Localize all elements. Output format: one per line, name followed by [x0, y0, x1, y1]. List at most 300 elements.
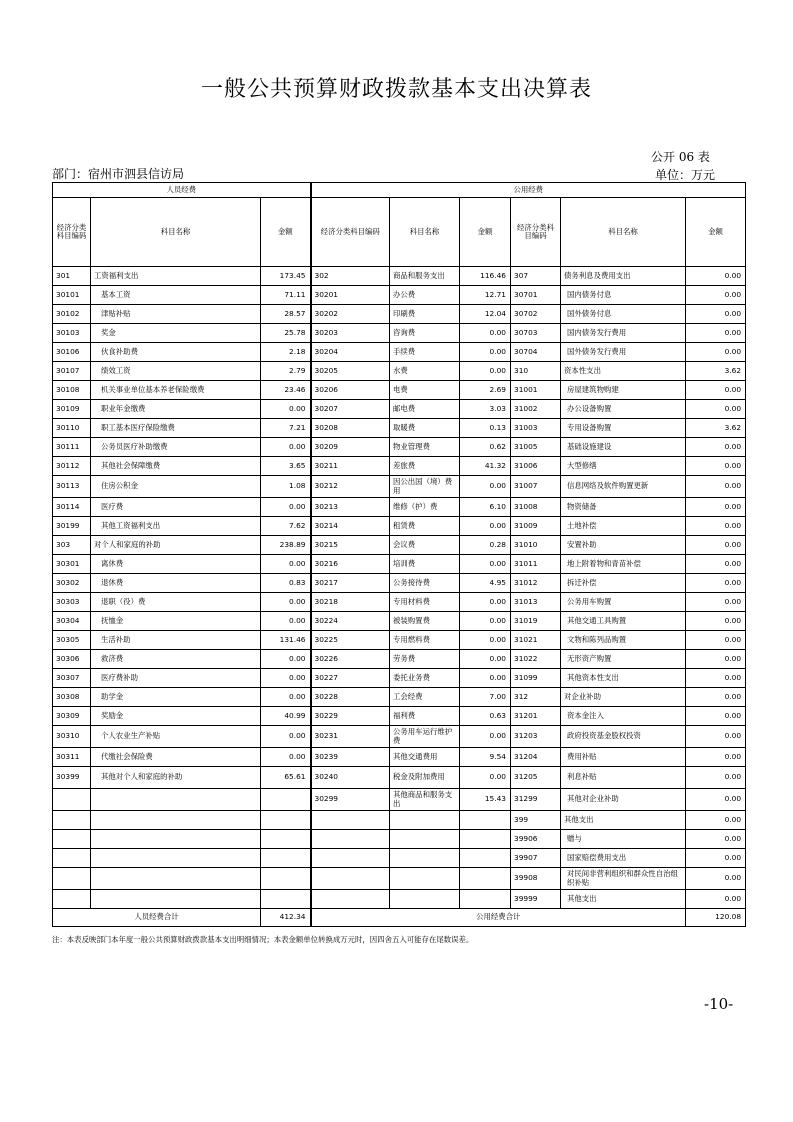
table-row	[53, 517, 746, 536]
public-code-cell: 302	[311, 267, 390, 286]
table-row	[53, 419, 746, 438]
public-amount-cell: 0.00	[460, 517, 511, 536]
public-code-cell: 30299	[311, 789, 390, 811]
public-name-cell: 差旅费	[390, 457, 460, 476]
personnel-amount-cell	[261, 890, 311, 909]
public-code-cell	[311, 890, 390, 909]
public-name-cell: 邮电费	[390, 400, 460, 419]
public-code-cell-c: 31008	[511, 498, 561, 517]
personnel-total-label: 人员经费合计	[53, 909, 261, 927]
form-number: 公开 06 表	[651, 150, 710, 164]
public-code-cell	[311, 849, 390, 868]
personnel-amount-cell: 0.00	[261, 400, 311, 419]
public-amount-cell	[460, 849, 511, 868]
personnel-amount-cell: 0.00	[261, 438, 311, 457]
public-code-cell-c: 31013	[511, 593, 561, 612]
public-amount-cell: 0.28	[460, 536, 511, 555]
col-header-code: 经济分类科目编码	[53, 198, 91, 267]
totals-row	[53, 909, 746, 927]
table-row	[53, 830, 746, 849]
table-row	[53, 498, 746, 517]
public-code-cell: 30209	[311, 438, 390, 457]
col-header-amount: 金额	[261, 198, 311, 267]
personnel-name-cell: 医疗费补助	[91, 669, 261, 688]
public-code-cell-c: 31011	[511, 555, 561, 574]
personnel-amount-cell: 28.57	[261, 305, 311, 324]
public-name-cell: 委托业务费	[390, 669, 460, 688]
personnel-name-cell: 公务员医疗补助缴费	[91, 438, 261, 457]
personnel-name-cell: 工资福利支出	[91, 267, 261, 286]
personnel-amount-cell: 7.21	[261, 419, 311, 438]
public-code-cell-c: 399	[511, 811, 561, 830]
public-name-cell	[390, 868, 460, 890]
personnel-code-cell: 30114	[53, 498, 91, 517]
col-header-name-c: 科目名称	[561, 198, 686, 267]
public-code-cell-c: 30701	[511, 286, 561, 305]
personnel-amount-cell: 0.00	[261, 748, 311, 767]
public-code-cell: 30215	[311, 536, 390, 555]
public-code-cell-c: 31204	[511, 748, 561, 767]
public-amount-cell-c: 0.00	[686, 726, 746, 748]
page-title: 一般公共预算财政拨款基本支出决算表	[200, 77, 592, 102]
public-code-cell-c: 30703	[511, 324, 561, 343]
public-code-cell-c: 310	[511, 362, 561, 381]
public-code-cell: 30228	[311, 688, 390, 707]
table-row	[53, 669, 746, 688]
personnel-amount-cell: 65.61	[261, 767, 311, 789]
public-name-cell: 专用材料费	[390, 593, 460, 612]
personnel-amount-cell: 0.00	[261, 555, 311, 574]
public-amount-cell-c: 3.62	[686, 362, 746, 381]
personnel-name-cell: 代缴社会保险费	[91, 748, 261, 767]
public-amount-cell-c: 0.00	[686, 267, 746, 286]
public-name-cell: 办公费	[390, 286, 460, 305]
personnel-name-cell: 津贴补贴	[91, 305, 261, 324]
public-code-cell-c: 31012	[511, 574, 561, 593]
public-name-cell	[390, 849, 460, 868]
personnel-code-cell: 30111	[53, 438, 91, 457]
public-name-cell: 水费	[390, 362, 460, 381]
public-name-cell-c: 其他资本性支出	[561, 669, 686, 688]
public-name-cell-c: 其他支出	[561, 890, 686, 909]
public-name-cell: 商品和服务支出	[390, 267, 460, 286]
personnel-code-cell: 301	[53, 267, 91, 286]
public-code-cell-c: 31001	[511, 381, 561, 400]
table-row	[53, 612, 746, 631]
public-code-cell: 30203	[311, 324, 390, 343]
personnel-code-cell: 30199	[53, 517, 91, 536]
public-amount-cell: 0.13	[460, 419, 511, 438]
public-amount-cell-c: 0.00	[686, 286, 746, 305]
public-name-cell-c: 房屋建筑物购建	[561, 381, 686, 400]
col-header-amount-c: 金额	[686, 198, 746, 267]
public-amount-cell-c: 0.00	[686, 707, 746, 726]
personnel-name-cell: 职工基本医疗保险缴费	[91, 419, 261, 438]
public-amount-cell-c: 0.00	[686, 631, 746, 650]
personnel-amount-cell: 131.46	[261, 631, 311, 650]
public-amount-cell	[460, 868, 511, 890]
public-name-cell-c: 利息补贴	[561, 767, 686, 789]
public-name-cell-c: 基础设施建设	[561, 438, 686, 457]
public-name-cell-c: 债务利息及费用支出	[561, 267, 686, 286]
personnel-name-cell: 救济费	[91, 650, 261, 669]
personnel-amount-cell: 7.62	[261, 517, 311, 536]
public-name-cell: 工会经费	[390, 688, 460, 707]
table-row	[53, 726, 746, 748]
public-amount-cell-c: 0.00	[686, 748, 746, 767]
personnel-name-cell: 其他工资福利支出	[91, 517, 261, 536]
public-amount-cell: 0.00	[460, 669, 511, 688]
public-name-cell-c: 资本性支出	[561, 362, 686, 381]
table-row	[53, 400, 746, 419]
public-amount-cell-c: 0.00	[686, 890, 746, 909]
personnel-code-cell: 30113	[53, 476, 91, 498]
expenditure-table	[52, 182, 746, 927]
table-row	[53, 536, 746, 555]
public-code-cell-c: 30704	[511, 343, 561, 362]
personnel-code-cell: 30101	[53, 286, 91, 305]
public-code-cell: 30239	[311, 748, 390, 767]
footnote: 注：本表反映部门本年度一般公共预算财政拨款基本支出明细情况；本表金额单位转换成万元时，因四舍五入可能存在尾数误差。	[52, 935, 474, 944]
public-header: 公用经费	[311, 183, 746, 198]
personnel-code-cell: 303	[53, 536, 91, 555]
public-name-cell: 租赁费	[390, 517, 460, 536]
personnel-name-cell: 奖金	[91, 324, 261, 343]
table-row	[53, 593, 746, 612]
personnel-code-cell	[53, 811, 91, 830]
public-amount-cell-c: 0.00	[686, 767, 746, 789]
public-name-cell: 被装购置费	[390, 612, 460, 631]
personnel-name-cell	[91, 890, 261, 909]
public-amount-cell: 0.00	[460, 650, 511, 669]
personnel-name-cell: 绩效工资	[91, 362, 261, 381]
public-amount-cell-c: 0.00	[686, 498, 746, 517]
public-code-cell: 30214	[311, 517, 390, 536]
public-name-cell-c: 国外债务发行费用	[561, 343, 686, 362]
public-code-cell	[311, 830, 390, 849]
personnel-code-cell: 30308	[53, 688, 91, 707]
public-code-cell-c: 31006	[511, 457, 561, 476]
personnel-name-cell: 离休费	[91, 555, 261, 574]
public-amount-cell-c: 0.00	[686, 517, 746, 536]
personnel-name-cell: 基本工资	[91, 286, 261, 305]
public-amount-cell-c: 0.00	[686, 343, 746, 362]
personnel-code-cell: 30102	[53, 305, 91, 324]
public-code-cell: 30217	[311, 574, 390, 593]
personnel-code-cell: 30112	[53, 457, 91, 476]
public-name-cell-c: 无形资产购置	[561, 650, 686, 669]
personnel-amount-cell: 71.11	[261, 286, 311, 305]
public-code-cell-c: 31003	[511, 419, 561, 438]
personnel-total-value: 412.34	[261, 909, 311, 927]
table-row	[53, 457, 746, 476]
public-code-cell-c: 30702	[511, 305, 561, 324]
personnel-amount-cell: 23.46	[261, 381, 311, 400]
public-name-cell-c: 物资储备	[561, 498, 686, 517]
personnel-name-cell: 生活补助	[91, 631, 261, 650]
personnel-code-cell: 30110	[53, 419, 91, 438]
public-amount-cell-c: 0.00	[686, 324, 746, 343]
public-name-cell: 公务接待费	[390, 574, 460, 593]
personnel-name-cell: 机关事业单位基本养老保险缴费	[91, 381, 261, 400]
public-code-cell: 30218	[311, 593, 390, 612]
public-amount-cell: 7.00	[460, 688, 511, 707]
public-total-value: 120.08	[686, 909, 746, 927]
personnel-amount-cell	[261, 868, 311, 890]
public-name-cell: 税金及附加费用	[390, 767, 460, 789]
personnel-code-cell: 30302	[53, 574, 91, 593]
personnel-code-cell: 30310	[53, 726, 91, 748]
personnel-code-cell: 30305	[53, 631, 91, 650]
public-amount-cell: 0.00	[460, 631, 511, 650]
public-amount-cell-c: 0.00	[686, 868, 746, 890]
public-name-cell: 电费	[390, 381, 460, 400]
public-code-cell: 30216	[311, 555, 390, 574]
table-row	[53, 650, 746, 669]
table-row	[53, 286, 746, 305]
public-amount-cell: 12.71	[460, 286, 511, 305]
public-name-cell: 公务用车运行维护费	[390, 726, 460, 748]
public-amount-cell: 0.00	[460, 476, 511, 498]
public-name-cell: 专用燃料费	[390, 631, 460, 650]
personnel-amount-cell: 0.00	[261, 612, 311, 631]
public-name-cell	[390, 830, 460, 849]
public-name-cell-c: 政府投资基金股权投资	[561, 726, 686, 748]
public-name-cell-c: 办公设备购置	[561, 400, 686, 419]
public-code-cell: 30227	[311, 669, 390, 688]
personnel-amount-cell: 3.65	[261, 457, 311, 476]
personnel-code-cell	[53, 789, 91, 811]
public-name-cell-c: 对企业补助	[561, 688, 686, 707]
public-amount-cell-c: 0.00	[686, 830, 746, 849]
table-row	[53, 811, 746, 830]
department-label: 部门：宿州市泗县信访局	[52, 167, 185, 181]
public-code-cell-c: 39999	[511, 890, 561, 909]
public-code-cell	[311, 811, 390, 830]
personnel-amount-cell: 0.83	[261, 574, 311, 593]
public-name-cell: 手续费	[390, 343, 460, 362]
table-row	[53, 555, 746, 574]
personnel-amount-cell: 40.99	[261, 707, 311, 726]
col-header-name-b: 科目名称	[390, 198, 460, 267]
public-name-cell: 其他交通费用	[390, 748, 460, 767]
public-name-cell-c: 费用补贴	[561, 748, 686, 767]
personnel-amount-cell: 0.00	[261, 669, 311, 688]
personnel-name-cell: 退休费	[91, 574, 261, 593]
personnel-name-cell: 其他对个人和家庭的补助	[91, 767, 261, 789]
public-code-cell: 30211	[311, 457, 390, 476]
col-header-amount-b: 金额	[460, 198, 511, 267]
public-code-cell-c: 31005	[511, 438, 561, 457]
public-name-cell-c: 安置补助	[561, 536, 686, 555]
personnel-name-cell	[91, 849, 261, 868]
personnel-amount-cell	[261, 830, 311, 849]
personnel-amount-cell	[261, 811, 311, 830]
public-amount-cell	[460, 830, 511, 849]
public-name-cell: 福利费	[390, 707, 460, 726]
table-row	[53, 574, 746, 593]
public-code-cell-c: 31299	[511, 789, 561, 811]
public-amount-cell: 41.32	[460, 457, 511, 476]
public-code-cell	[311, 868, 390, 890]
public-code-cell: 30212	[311, 476, 390, 498]
personnel-amount-cell: 0.00	[261, 498, 311, 517]
table-row	[53, 476, 746, 498]
public-total-label: 公用经费合计	[311, 909, 686, 927]
public-amount-cell-c: 0.00	[686, 650, 746, 669]
public-name-cell-c: 赠与	[561, 830, 686, 849]
personnel-code-cell: 30304	[53, 612, 91, 631]
table-row	[53, 381, 746, 400]
table-row	[53, 362, 746, 381]
table-row	[53, 324, 746, 343]
public-code-cell-c: 39908	[511, 868, 561, 890]
public-amount-cell: 0.62	[460, 438, 511, 457]
public-amount-cell	[460, 811, 511, 830]
public-name-cell-c: 信息网络及软件购置更新	[561, 476, 686, 498]
public-amount-cell: 0.00	[460, 362, 511, 381]
personnel-amount-cell: 2.79	[261, 362, 311, 381]
personnel-name-cell: 退职（役）费	[91, 593, 261, 612]
personnel-name-cell: 医疗费	[91, 498, 261, 517]
public-name-cell: 因公出国（境）费用	[390, 476, 460, 498]
public-amount-cell-c: 0.00	[686, 688, 746, 707]
public-code-cell-c: 312	[511, 688, 561, 707]
public-code-cell: 30229	[311, 707, 390, 726]
public-code-cell-c: 31010	[511, 536, 561, 555]
public-code-cell: 30204	[311, 343, 390, 362]
personnel-code-cell: 30309	[53, 707, 91, 726]
group-header-row	[53, 183, 746, 198]
public-amount-cell-c: 0.00	[686, 438, 746, 457]
personnel-amount-cell	[261, 849, 311, 868]
public-amount-cell-c: 0.00	[686, 476, 746, 498]
personnel-name-cell: 奖励金	[91, 707, 261, 726]
public-amount-cell-c: 0.00	[686, 789, 746, 811]
col-header-name: 科目名称	[91, 198, 261, 267]
public-code-cell-c: 31099	[511, 669, 561, 688]
public-amount-cell: 3.03	[460, 400, 511, 419]
personnel-code-cell: 30306	[53, 650, 91, 669]
personnel-name-cell: 抚恤金	[91, 612, 261, 631]
public-code-cell-c: 39907	[511, 849, 561, 868]
personnel-name-cell: 个人农业生产补贴	[91, 726, 261, 748]
personnel-code-cell: 30109	[53, 400, 91, 419]
table-row	[53, 267, 746, 286]
public-code-cell-c: 31021	[511, 631, 561, 650]
public-name-cell: 会议费	[390, 536, 460, 555]
personnel-amount-cell: 0.00	[261, 593, 311, 612]
public-code-cell-c: 39906	[511, 830, 561, 849]
public-code-cell: 30240	[311, 767, 390, 789]
public-amount-cell: 0.00	[460, 612, 511, 631]
table-row	[53, 767, 746, 789]
public-name-cell: 劳务费	[390, 650, 460, 669]
public-name-cell-c: 资本金注入	[561, 707, 686, 726]
public-code-cell-c: 31201	[511, 707, 561, 726]
public-amount-cell: 6.10	[460, 498, 511, 517]
col-header-code-c: 经济分类科目编码	[511, 198, 561, 267]
public-name-cell-c: 文物和陈列品购置	[561, 631, 686, 650]
public-code-cell-c: 31019	[511, 612, 561, 631]
page-number: -10-	[704, 995, 734, 1013]
public-amount-cell: 9.54	[460, 748, 511, 767]
table-row	[53, 631, 746, 650]
public-amount-cell: 15.43	[460, 789, 511, 811]
personnel-code-cell	[53, 830, 91, 849]
public-name-cell-c: 地上附着物和青苗补偿	[561, 555, 686, 574]
public-name-cell-c: 大型修缮	[561, 457, 686, 476]
public-name-cell	[390, 811, 460, 830]
public-code-cell-c: 31007	[511, 476, 561, 498]
public-amount-cell: 4.95	[460, 574, 511, 593]
public-code-cell: 30224	[311, 612, 390, 631]
public-amount-cell-c: 0.00	[686, 849, 746, 868]
public-name-cell-c: 专用设备购置	[561, 419, 686, 438]
public-code-cell-c: 31002	[511, 400, 561, 419]
personnel-header: 人员经费	[53, 183, 311, 198]
personnel-code-cell	[53, 849, 91, 868]
personnel-amount-cell	[261, 789, 311, 811]
public-code-cell: 30208	[311, 419, 390, 438]
public-amount-cell-c: 0.00	[686, 400, 746, 419]
public-name-cell-c: 国家赔偿费用支出	[561, 849, 686, 868]
personnel-name-cell: 职业年金缴费	[91, 400, 261, 419]
public-code-cell: 30231	[311, 726, 390, 748]
public-code-cell: 30202	[311, 305, 390, 324]
public-name-cell	[390, 890, 460, 909]
personnel-code-cell	[53, 868, 91, 890]
personnel-code-cell: 30103	[53, 324, 91, 343]
personnel-code-cell	[53, 890, 91, 909]
public-code-cell: 30226	[311, 650, 390, 669]
public-code-cell-c: 31009	[511, 517, 561, 536]
personnel-code-cell: 30106	[53, 343, 91, 362]
public-name-cell-c: 其他对企业补助	[561, 789, 686, 811]
public-amount-cell-c: 0.00	[686, 555, 746, 574]
public-amount-cell: 0.00	[460, 767, 511, 789]
public-code-cell: 30206	[311, 381, 390, 400]
personnel-amount-cell: 0.00	[261, 726, 311, 748]
personnel-code-cell: 30399	[53, 767, 91, 789]
table-row	[53, 890, 746, 909]
public-amount-cell-c: 3.62	[686, 419, 746, 438]
public-code-cell: 30213	[311, 498, 390, 517]
personnel-amount-cell: 0.00	[261, 688, 311, 707]
public-amount-cell-c: 0.00	[686, 457, 746, 476]
personnel-amount-cell: 1.08	[261, 476, 311, 498]
public-name-cell: 咨询费	[390, 324, 460, 343]
public-code-cell-c: 31022	[511, 650, 561, 669]
personnel-amount-cell: 0.00	[261, 650, 311, 669]
public-name-cell-c: 公务用车购置	[561, 593, 686, 612]
table-row	[53, 688, 746, 707]
table-row	[53, 748, 746, 767]
public-amount-cell: 0.00	[460, 324, 511, 343]
personnel-name-cell: 其他社会保障缴费	[91, 457, 261, 476]
public-name-cell: 培训费	[390, 555, 460, 574]
public-name-cell-c: 拆迁补偿	[561, 574, 686, 593]
public-amount-cell-c: 0.00	[686, 669, 746, 688]
personnel-code-cell: 30107	[53, 362, 91, 381]
public-code-cell: 30205	[311, 362, 390, 381]
personnel-code-cell: 30311	[53, 748, 91, 767]
public-code-cell: 30207	[311, 400, 390, 419]
col-header-code-b: 经济分类科目编码	[311, 198, 390, 267]
personnel-code-cell: 30307	[53, 669, 91, 688]
unit-label: 单位：万元	[655, 168, 716, 182]
public-code-cell-c: 307	[511, 267, 561, 286]
